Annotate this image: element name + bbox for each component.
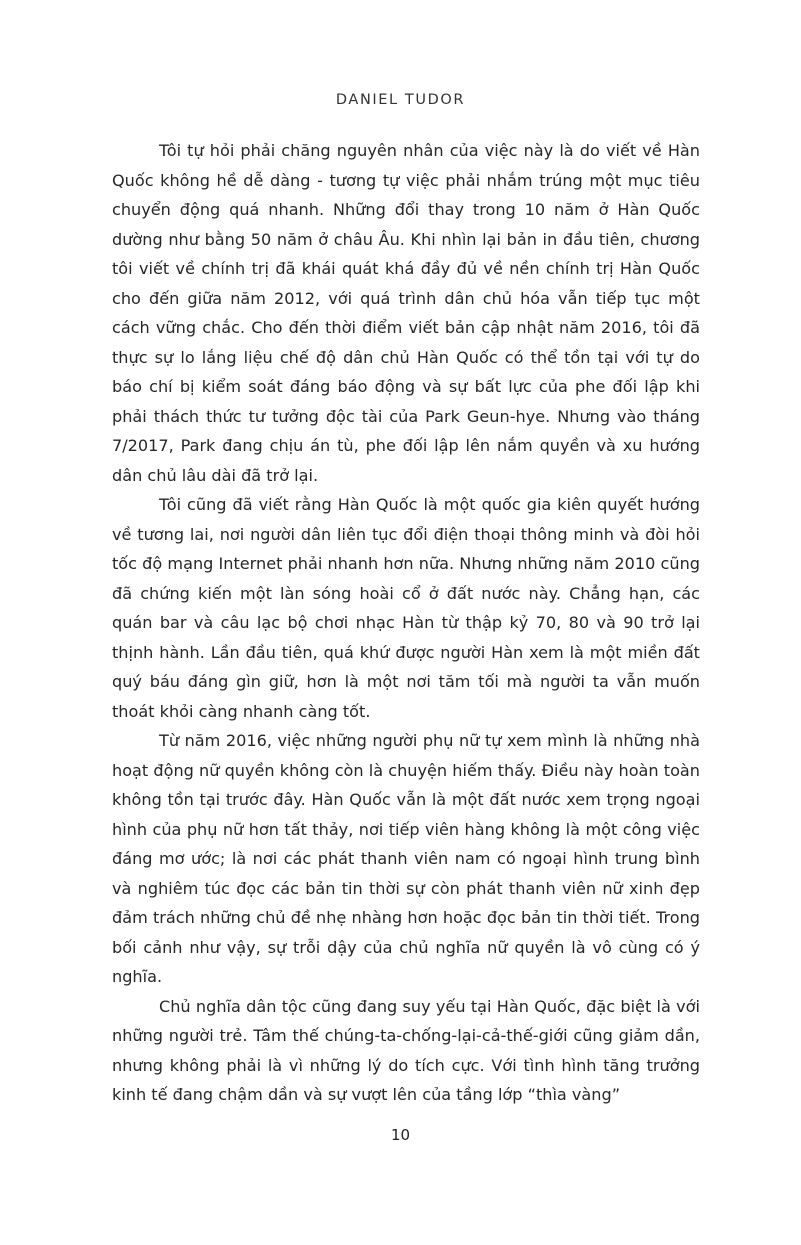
running-header: DANIEL TUDOR <box>335 92 466 108</box>
body-text <box>112 136 700 1110</box>
paragraph-2: Tôi cũng đã viết rằng Hàn Quốc là một quốc gia kiên quyết hướng về tương lai, nơi người dân liên tục đổi điện thoại thông minh và đòi hỏi tốc độ mạng Internet phải nhanh hơn nữa. Nhưng những năm 2010 cũng đã chứng kiến một làn sóng hoài cổ ở đất nước này. Chẳng hạn, các quán bar và câu lạc bộ chơi nhạc Hàn từ thập kỷ 70, 80 và 90 trở lại thịnh hành. Lần đầu tiên, quá khứ được người Hàn xem là một miền đất quý báu đáng gìn giữ, hơn là một nơi tăm tối mà người ta vẫn muốn thoát khỏi càng nhanh càng tốt. <box>112 495 700 721</box>
paragraph-3: Từ năm 2016, việc những người phụ nữ tự xem mình là những nhà hoạt động nữ quyền không còn là chuyện hiếm thấy. Điều này hoàn toàn không tồn tại trước đây. Hàn Quốc vẫn là một đất nước xem trọng ngoại hình của phụ nữ hơn tất thảy, nơi tiếp viên hàng không là một công việc đáng mơ ước; là nơi các phát thanh viên nam có ngoại hình trung bình và nghiêm túc đọc các bản tin thời sự còn phát thanh viên nữ xinh đẹp đảm trách những chủ đề nhẹ nhàng hơn hoặc đọc bản tin thời tiết. Trong bối cảnh như vậy, sự trỗi dậy của chủ nghĩa nữ quyền là vô cùng có ý nghĩa. <box>112 731 700 986</box>
paragraph-1: Tôi tự hỏi phải chăng nguyên nhân của việc này là do viết về Hàn Quốc không hề dễ dàng - tương tự việc phải nhắm trúng một mục tiêu chuyển động quá nhanh. Những đổi thay trong 10 năm ở Hàn Quốc dường như bằng 50 năm ở châu Âu. Khi nhìn lại bản in đầu tiên, chương tôi viết về chính trị đã khái quát khá đầy đủ về nền chính trị Hàn Quốc cho đến giữa năm 2012, với quá trình dân chủ hóa vẫn tiếp tục một cách vững chắc. Cho đến thời điểm viết bản cập nhật năm 2016, tôi đã thực sự lo lắng liệu chế độ dân chủ Hàn Quốc có thể tồn tại với tự do báo chí bị kiểm soát đáng báo động và sự bất lực của phe đối lập khi phải thách thức tư tưởng độc tài của Park Geun-hye. Nhưng vào tháng 7/2017, Park đang chịu án tù, phe đối lập lên nắm quyền và xu hướng dân chủ lâu dài đã trở lại. <box>112 141 700 485</box>
paragraph-4: Chủ nghĩa dân tộc cũng đang suy yếu tại Hàn Quốc, đặc biệt là với những người trẻ. Tâm thế chúng-ta-chống-lại-cả-thế-giới cũng giảm dần, nhưng không phải là vì những lý do tích cực. Với tình hình tăng trưởng kinh tế đang chậm dần và sự vượt lên của tầng lớp “thìa vàng” <box>112 996 700 1104</box>
page-number: 10 <box>390 1126 411 1144</box>
